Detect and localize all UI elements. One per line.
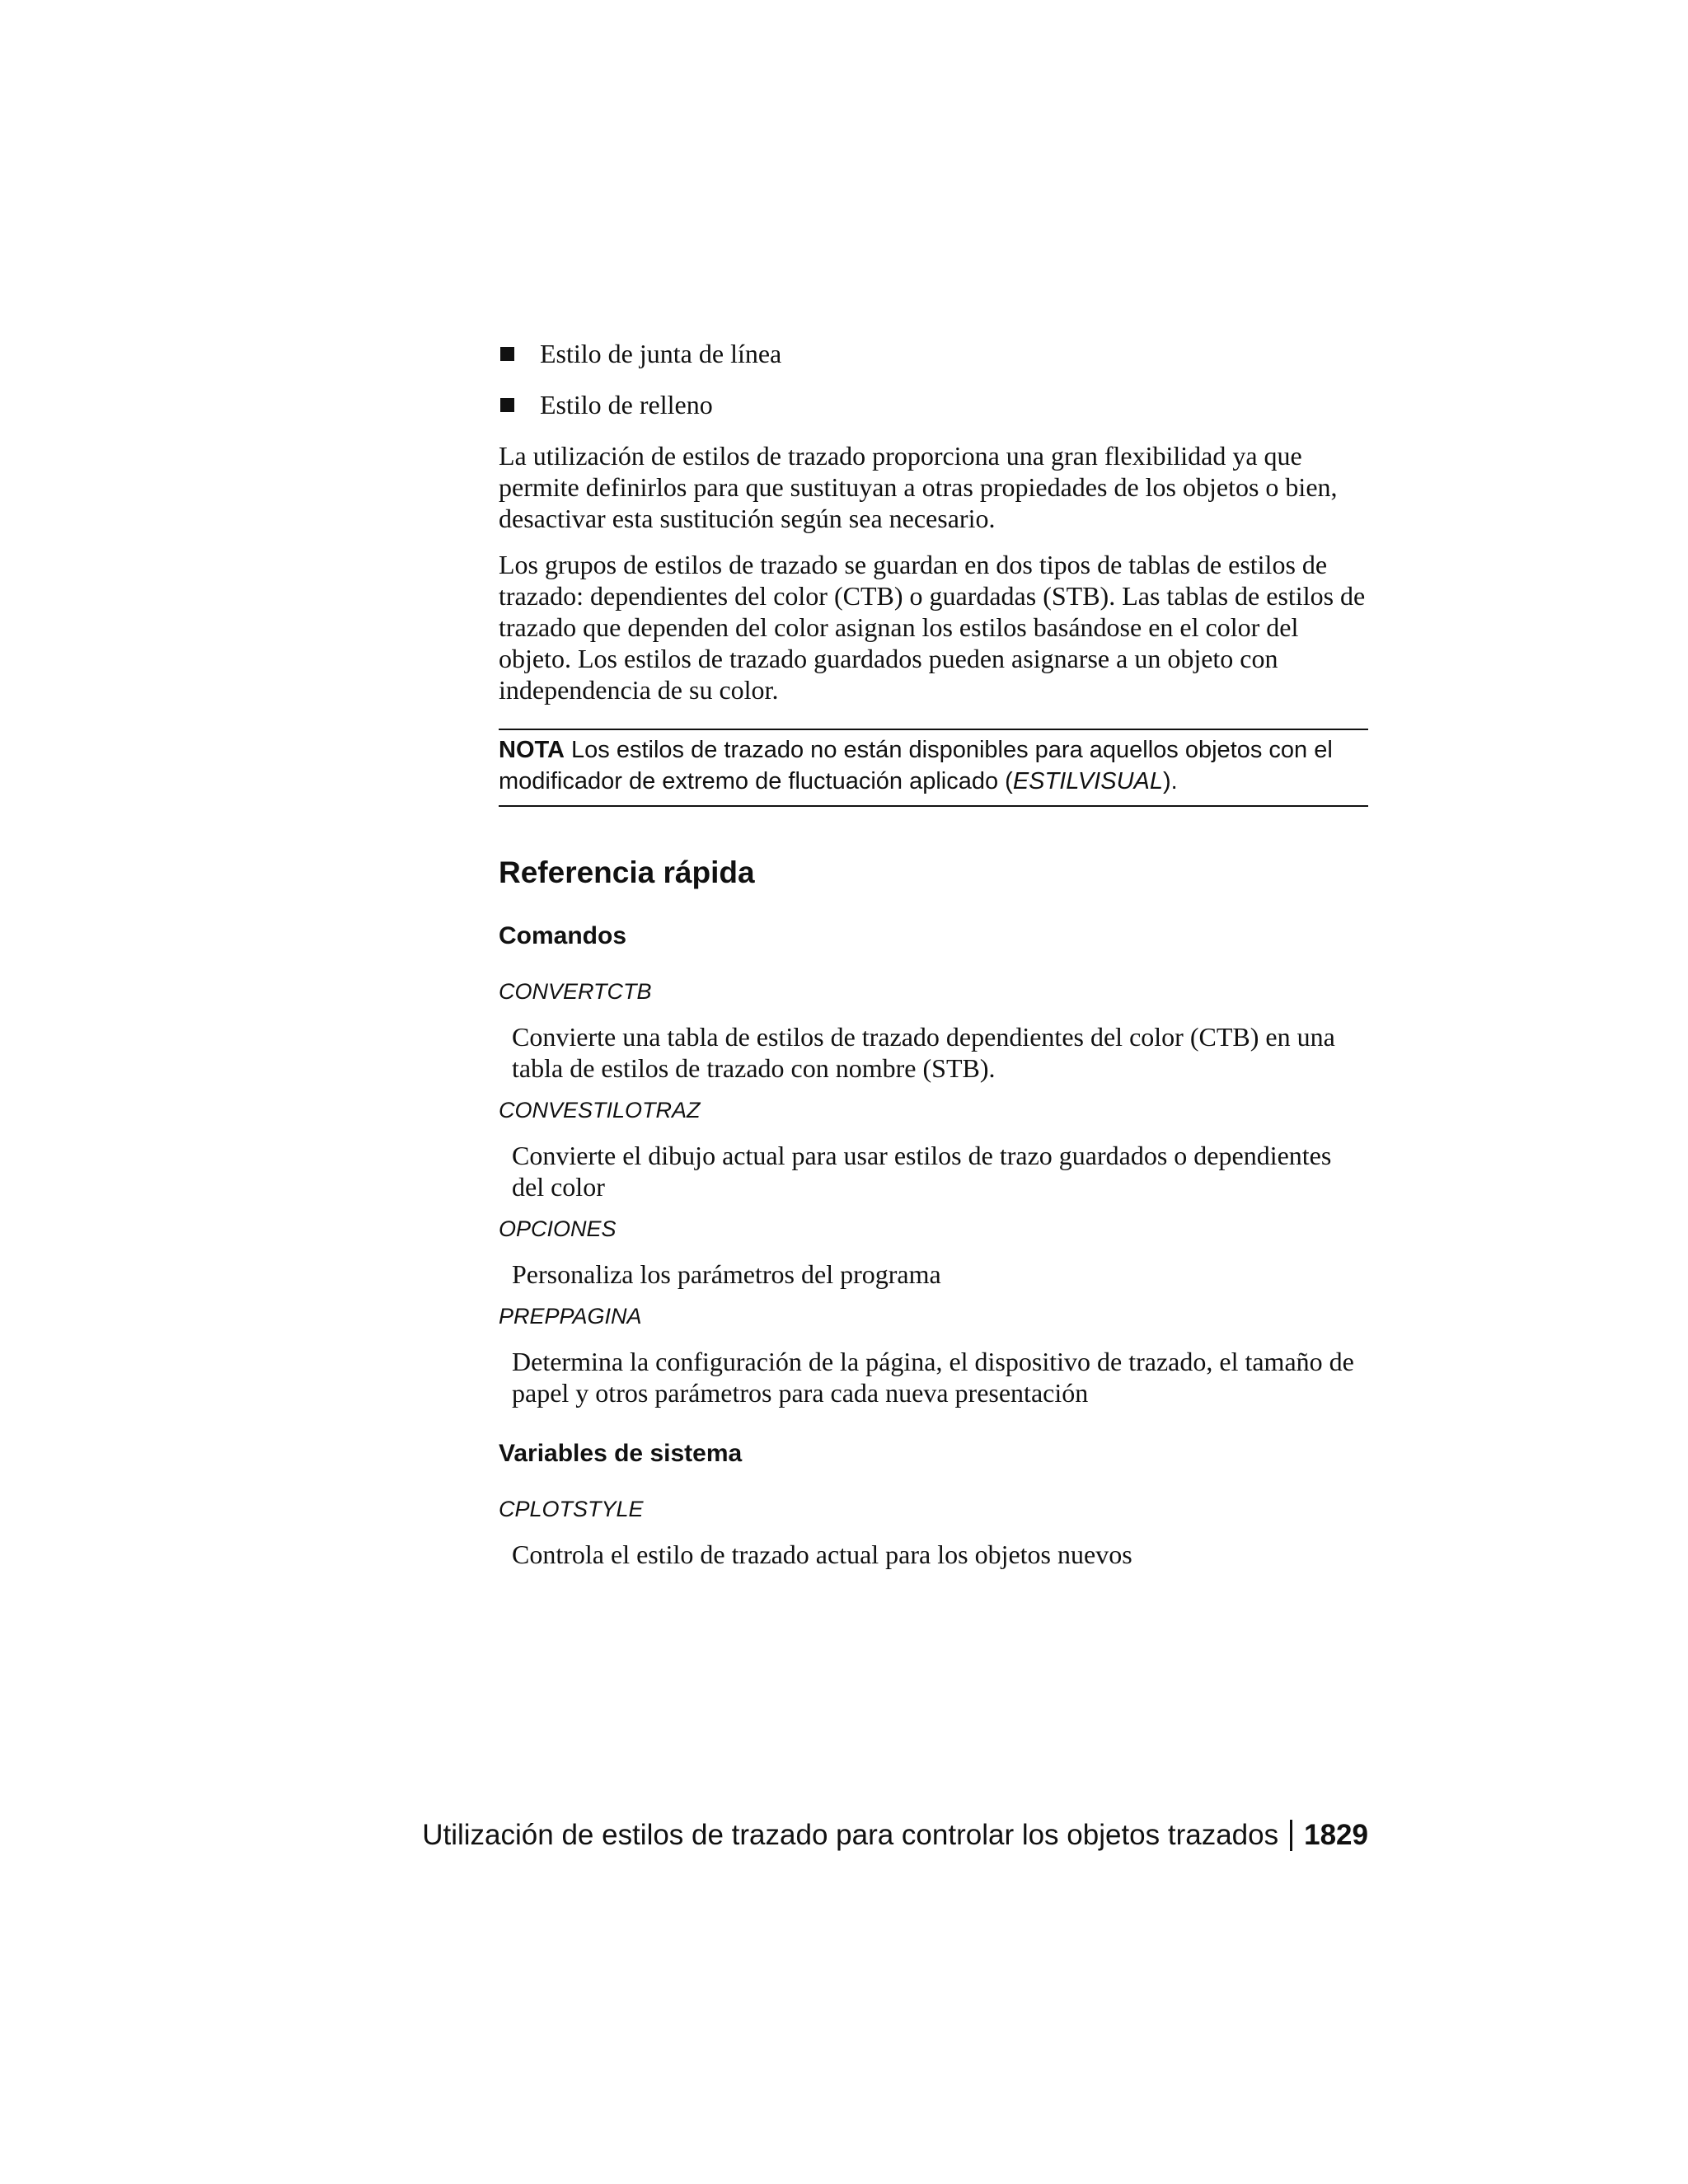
page-number: 1829: [1304, 1819, 1368, 1851]
page-content: [499, 338, 1368, 1570]
note-label: NOTA: [499, 737, 565, 763]
note-box: [499, 729, 1368, 807]
body-paragraph: La utilización de estilos de trazado proporciona una gran flexibilidad ya que permite definirlos para que sustituyan a otras propiedades de los objetos o bien, desactivar esta sustitución según sea necesario.: [499, 441, 1338, 533]
bullet-square-icon: [500, 347, 514, 361]
section-heading: Referencia rápida: [499, 855, 755, 889]
sysvar-description: Controla el estilo de trazado actual para los objetos nuevos: [512, 1540, 1132, 1569]
bullet-text: Estilo de relleno: [540, 390, 713, 419]
note-text-after: ).: [1163, 768, 1178, 794]
command-description: Convierte el dibujo actual para usar estilos de trazo guardados o dependientes del color: [512, 1141, 1332, 1202]
bullet-list: [499, 338, 1368, 420]
command-name: PREPPAGINA: [499, 1304, 642, 1329]
command-name: CONVERTCTB: [499, 979, 652, 1004]
bullet-item: [499, 389, 1368, 420]
commands-heading: Comandos: [499, 922, 627, 949]
command-name: CONVESTILOTRAZ: [499, 1098, 701, 1122]
footer-section-title: Utilización de estilos de trazado para controlar los objetos trazados: [422, 1819, 1279, 1851]
command-description: Convierte una tabla de estilos de trazado dependientes del color (CTB) en una tabla de estilos de trazado con nombre (STB).: [512, 1022, 1335, 1083]
note-text-before: Los estilos de trazado no están disponibles para aquellos objetos con el modificador de extremo de fluctuación aplicado (: [499, 737, 1333, 794]
body-paragraph: Los grupos de estilos de trazado se guardan en dos tipos de tablas de estilos de trazado: dependientes del color (CTB) o guardadas (STB). Las tablas de estilos de trazado que dependen del color asignan los estilos basándose en el color del objeto. Los estilos de trazado guardados pueden asignarse a un objeto con independencia de su color.: [499, 550, 1366, 705]
bullet-square-icon: [500, 398, 514, 412]
command-name: OPCIONES: [499, 1216, 617, 1241]
bullet-item: [499, 338, 1368, 369]
sysvars-heading: Variables de sistema: [499, 1440, 743, 1467]
command-description: Determina la configuración de la página, el dispositivo de trazado, el tamaño de papel y otros parámetros para cada nueva presentación: [512, 1347, 1354, 1408]
command-description: Personaliza los parámetros del programa: [512, 1259, 941, 1289]
sysvar-name: CPLOTSTYLE: [499, 1497, 644, 1521]
bullet-text: Estilo de junta de línea: [540, 339, 782, 368]
footer-separator: [1290, 1820, 1292, 1851]
note-command: ESTILVISUAL: [1012, 768, 1163, 794]
page-footer: [422, 1817, 1368, 1854]
